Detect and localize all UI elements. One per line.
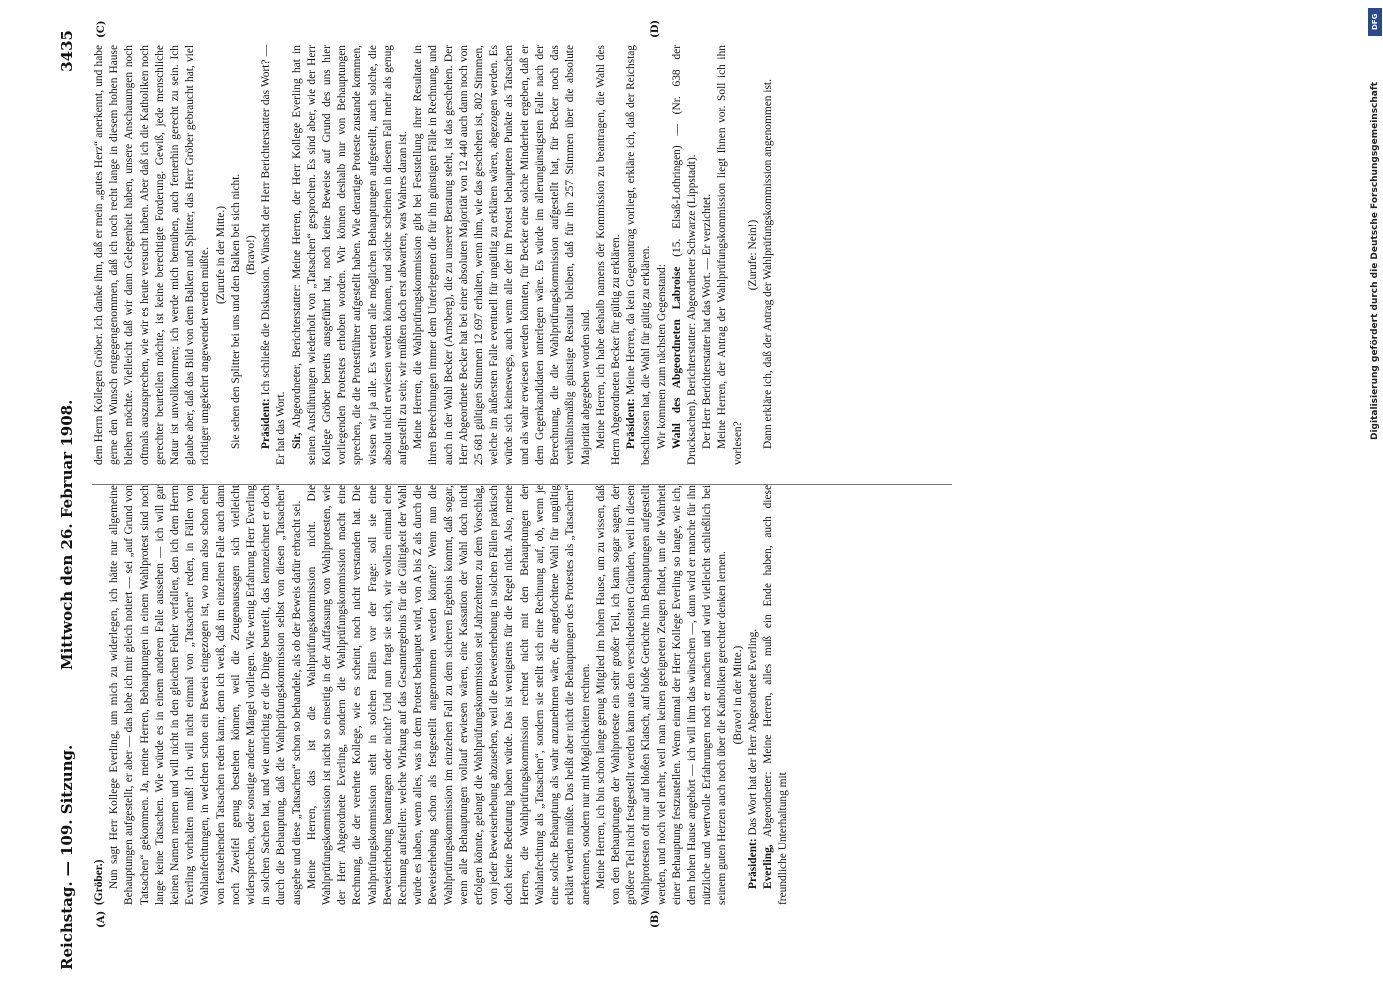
paragraph: dem Herrn Kollegen Gröber. Ich danke ihm, daß er mein „gutes Herz“ anerkennt, und habe gerne den Wunsch entgegengenommen, daß ich noch recht lange in diesem hohen Hause bleiben möchte. Vielleicht daß wir dann Gelegenheit haben, unsere Anschauungen noch oftmals auszusprechen, wie wir es heute versucht haben. Aber daß ich die Katholiken noch gerechter beurteilen möchte, ist keine berechtigte Forderung. Gewiß, jede menschliche Natur ist unvollkommen; ich werde mich bemühen, auch fernerhin gerecht zu sein. Ich glaube aber, daß das Bild von dem Balken und Splitter, das Herr Gröber gebraucht hat, viel richtiger umgekehrt angewendet werden müßte. bbox=[93, 45, 212, 465]
paragraph: Ich schließe die Diskussion. Wünscht der Herr Berichterstatter das Wort? — Er hat das Wort. bbox=[260, 45, 288, 465]
margin-letter-b: (B) bbox=[650, 910, 661, 928]
paragraph: Sie sehen den Splitter bei uns und den Balken bei sich nicht. bbox=[229, 173, 242, 449]
interjection: (Bravo!) bbox=[245, 235, 258, 275]
paragraph: Abgeordneter: Meine Herren, alles muß ein Ende haben, auch diese freundliche Unterhaltung mit bbox=[761, 485, 790, 905]
margin-letter-c: (C) bbox=[96, 20, 107, 38]
interjection: (Zurufe: Nein!) bbox=[746, 219, 759, 291]
paragraph: Meine Herren, ich bin schon lange genug Mitglied im hohen Hause, um zu wissen, daß von den Behauptungen der Wahlproteste ein sehr großer Teil, ich kann sogar sagen, der größere Teil nicht festgestellt werden kann aus den verschiedensten Gründen, weil in diesen Wahlprotesten oft nur auf bloßen Klatsch, auf bloße Gerüchte hin Behauptungen aufgestellt werden, und noch viel mehr, weil man keinen geeigneten Zeugen findet, um die Wahrheit einer Behauptung festzustellen. Wenn einmal der Herr Kollege Everling so lange, wie ich, dem hohen Hause angehört — ich will ihm das wünschen —, dann wird er manche für ihn nützliche und wertvolle Erfahrungen noch er machen und wird vielleicht schließlich bei seinem guten Herzen auch noch über die Katholiken gerechter denken lernen. bbox=[594, 485, 729, 905]
speaker-label: Sir, bbox=[290, 432, 303, 449]
left-column bbox=[92, 485, 952, 905]
dfg-logo: DFG bbox=[1368, 8, 1382, 36]
digitization-note bbox=[1370, 40, 1380, 440]
paragraph: Meine Herren, der Antrag der Wahlprüfungskommission liegt Ihnen vor. Soll ich ihn vorlesen? bbox=[716, 45, 744, 465]
running-head bbox=[58, 30, 82, 970]
right-column bbox=[92, 45, 932, 465]
speaker-tag: (Gröber.) bbox=[93, 859, 105, 905]
header-left: Reichstag. — 109. Sitzung. bbox=[58, 744, 76, 970]
interjection: (Bravo! in der Mitte.) bbox=[731, 645, 744, 745]
header-date: Mittwoch den 26. Februar 1908. bbox=[58, 399, 76, 670]
paragraph: Meine Herren, da kein Gegenantrag vorliegt, erkläre ich, daß der Reichstag beschlossen hat, die Wahl für gültig zu erklären. bbox=[625, 44, 653, 465]
margin-letter-a: (A) bbox=[96, 910, 107, 928]
paragraph: Dann erkläre ich, daß der Antrag der Wahlprüfungskommission angenommen ist. bbox=[761, 79, 774, 449]
paragraph: Das Wort hat der Herr Abgeordnete Everling. bbox=[746, 628, 759, 836]
paragraph: Abgeordneter, Berichterstatter: Meine Herren, der Herr Kollege Everling hat in seinen Ausführungen wiederholt von „Tatsachen“ gesprochen. Es sind aber, wie der Herr Kollege Gröber bereits ausgeführt hat, noch keine Beweise auf Grund des uns hier vorliegenden Protestes erhoben worden. Wir können deshalb nur von Behauptungen sprechen, die die Protestführer aufgestellt haben. Wie derartige Proteste zustande kommen, wissen wir ja alle. Es werden alle möglichen Behauptungen aufgestellt, auch solche, die absolut nicht erwiesen werden können, und solche scheinen in diesem Fall mehr als genug aufgestellt zu sein; wir müßten doch erst abwarten, was Wahres daran ist. bbox=[290, 45, 410, 465]
paragraph: Wir kommen zum nächsten Gegenstand: bbox=[655, 264, 668, 449]
speaker-label: Everling, bbox=[761, 844, 774, 889]
paragraph: Meine Herren, das ist die Wahlprüfungskommission nicht. Die Wahlprüfungskommission ist nicht so einseitig in der Auffassung von Wahlprotesten, wie der Herr Abgeordnete Everling, sondern die Wahlprüfungskommission macht eine Rechnung, die der verehrte Kollege, wie es scheint, noch nicht verstanden hat. Die Wahlprüfungskommission steht in solchen Fällen vor der Frage: soll sie eine Beweiserhebung beantragen oder nicht? Und nun fragt sie sich, wir wollen einmal eine Rechnung aufstellen: welche Wirkung auf das Gesamtergebnis für die Gültigkeit der Wahl würde es haben, wenn alles, was in dem Protest behauptet wird, von A bis Z als durch die Beweiserhebung schon als festgestellt angenommen werden könnte? Wenn nun die Wahlprüfungskommission im einzelnen Fall zu dem sicheren Ergebnis kommt, daß sogar, wenn alle Behauptungen vollauf erwiesen wären, eine Kassation der Wahl doch nicht erfolgen könnte, gelangt die Wahlprüfungskommission seit Jahrzehnten zu dem Vorschlag, von jeder Beweiserhebung abzusehen, weil die Beweiserhebung in solchen Fällen praktisch doch keine Bedeutung haben würde. Das ist wenigstens für die Regel nicht. Also, meine Herren, die Wahlprüfungskommission rechnet nicht mit den Behauptungen der Wahlanfechtung als „Tatsachen“, sondern sie stellt sich eine Rechnung auf, ob, wenn je eine solche Behauptung als wahr anzunehmen wäre, die angefochtene Wahl für ungültig erklärt werden müßte. Das heißt aber nicht die Behauptungen des Protestes als „Tatsachen“ anerkennen, sondern nur mit Möglichkeiten rechnen. bbox=[305, 485, 592, 905]
paragraph: (15. Elsaß-Lothringen) — (Nr. 638 der Drucksachen). Berichterstatter: Abgeordneter Schwarze (Lippstadt). bbox=[670, 45, 698, 465]
paragraph: Nun sagt Herr Kollege Everling, um mich zu widerlegen, ich hätte nur allgemeine Behauptungen aufgestellt, er aber — das habe ich mir gleich notiert — sei „auf Grund von Tatsachen“ gekommen. Ja, meine Herren, Behauptungen in einem Wahlprotest sind noch lange keine Tatsachen. Wie würde es in einem anderen Falle aussehen — ich will gar keinen Namen nennen und will nicht in den gleichen Fehler verfallen, den ich dem Herrn Everling vorhalten muß! Ich will nicht einmal von „Tatsachen“ reden, in Fällen von Wahlanfechtungen, in welchen schon ein Beweis eingezogen ist, wo man also schon eher von feststehenden Tatsachen reden kann; denn ich weiß, daß im einzelnen Falle auch dann noch Zweifel genug bestehen können, weil die Zeugenaussagen sich vielleicht widersprechen, oder sonstige andere Mängel vorliegen. Wie wenig Erfahrung Herr Everling in solchen Sachen hat, und wie unrichtig er die Dinge beurteilt, das kennzeichnet er doch durch die Behauptung, daß die Wahlprüfungskommission selbst von diesen „Tatsachen“ ausgehe und diese „Tatsachen“ schon so behandele, als ob der Beweis dafür erbracht sei. bbox=[108, 485, 303, 905]
speaker-label: Präsident: bbox=[746, 838, 759, 889]
digitization-note-text: Digitalisierung gefördert durch die Deutsche Forschungsgemeinschaft bbox=[1370, 81, 1380, 440]
agenda-item-label: Wahl des Abgeordneten Labroise bbox=[670, 266, 683, 449]
speaker-label: Präsident: bbox=[625, 398, 638, 449]
page-number: 3435 bbox=[58, 30, 76, 72]
interjection: (Zurufe in der Mitte.) bbox=[214, 205, 227, 305]
speaker-label: Präsident: bbox=[260, 398, 273, 449]
paragraph: Meine Herren, ich habe deshalb namens der Kommission zu beantragen, die Wahl des Herrn Abgeordneten Becker für gültig zu erklären. bbox=[594, 45, 622, 465]
paragraph: Meine Herren, die Wahlprüfungskommission gibt bei Feststellung ihrer Resultate in ihren Berechnungen immer dem Unterlegenen die für ihn günstigen Fälle in Rechnung, und auch in der Wahl Becker (Arnsberg), die zu unserer Beratung steht, ist das geschehen. Der Herr Abgeordnete Becker hat bei einer absoluten Majorität von 12 440 auch dann noch von 25 681 gültigen Stimmen 12 697 erhalten, wenn ihm, wie das geschehen ist, 802 Stimmen, welche im äußersten Falle eventuell für ungültig zu erklären wären, abgezogen werden. Es würde sich keineswegs, auch wenn alle der im Protest behaupteten Punkte als Tatsachen und als wahr erwiesen werden könnten, für Becker eine solche Minderheit ergeben, daß er dem Gegenkandidaten unterlegen wäre. Es würde im allerungünstigsten Falle nach der Berechnung, die die Wahlprüfungskommission aufgestellt hat, für Becker noch das verhältnismäßig günstige Resultat bleiben, daß für ihn 257 Stimmen über die absolute Majorität abgegeben worden sind. bbox=[412, 45, 592, 465]
paragraph: Der Herr Berichterstatter hat das Wort. — Er verzichtet. bbox=[701, 193, 714, 449]
margin-letter-d: (D) bbox=[650, 19, 661, 38]
